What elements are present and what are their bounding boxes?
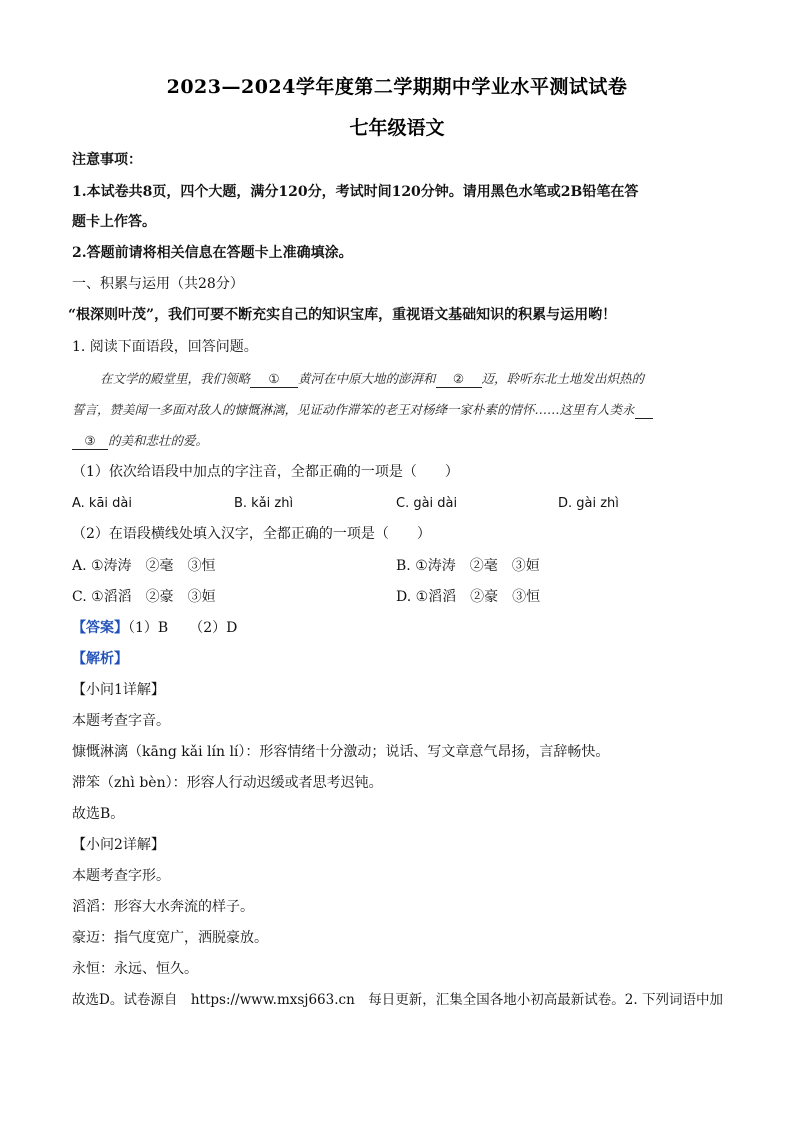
answer-tag: 【答案】	[72, 620, 128, 636]
sub-question-2-stem: （2）在语段横线处填入汉字，全都正确的一项是（ ）	[72, 526, 431, 542]
analysis-text: 本题考查字形。	[72, 868, 170, 884]
analysis-text: 永恒：永远、恒久。	[72, 961, 198, 977]
answer-text: （1）B （2）D	[128, 620, 238, 636]
option-a[interactable]: A. kāi dài	[72, 496, 132, 511]
analysis-text: 豪迈：指气度宽广，洒脱豪放。	[72, 930, 268, 946]
notice-heading: 注意事项：	[72, 152, 142, 168]
notice-item-2: 2.答题前请将相关信息在答题卡上准确填涂。	[72, 245, 353, 261]
analysis-text: 故选D。试卷源自 https://www.mxsj663.cn 每日更新，汇集全国各地小初高最新试卷。2. 下列词语中加	[72, 992, 723, 1008]
analysis-text: 滔滔：形容大水奔流的样子。	[72, 899, 254, 915]
passage-line-1	[100, 369, 750, 389]
option-c[interactable]: C. gài dài	[396, 496, 458, 511]
blank-3: ③	[72, 432, 108, 450]
option-c[interactable]: C. ①滔滔 ②豪 ③姮	[72, 589, 216, 605]
exam-subtitle: 七年级语文	[349, 117, 445, 139]
section-intro: “根深则叶茂”，我们可要不断充实自己的知识宝库，重视语文基础知识的积累与运用哟！	[68, 307, 617, 323]
section-heading: 一、积累与运用（共28分）	[72, 276, 244, 292]
option-d[interactable]: D. gài zhì	[558, 496, 619, 511]
analysis-text: 本题考查字音。	[72, 713, 170, 729]
exam-title: 2023—2024学年度第二学期期中学业水平测试试卷	[166, 76, 628, 98]
analysis-line	[72, 649, 722, 669]
analysis-text: 故选B。	[72, 806, 125, 822]
option-d[interactable]: D. ①滔滔 ②豪 ③恒	[396, 589, 541, 605]
sub2-analysis-heading: 【小问2详解】	[72, 837, 165, 853]
answer-line	[72, 618, 722, 638]
passage-line-2	[72, 400, 722, 420]
passage-text: 誓言，赞美闻一多面对敌人的慷慨淋漓，见证动作滞笨的老王对杨绛一家朴素的情怀……这里有人类永	[72, 402, 635, 417]
blank-3-start	[635, 401, 653, 419]
passage-text: 黄河在中原大地的澎湃和	[298, 371, 436, 386]
notice-item-1-cont: 题卡上作答。	[72, 214, 156, 230]
sub1-analysis-heading: 【小问1详解】	[72, 682, 165, 698]
passage-text: 的美和悲壮的爱。	[108, 433, 209, 448]
passage-line-3	[72, 431, 722, 451]
passage-text: 迈，聆听东北土地发出炽热的	[481, 371, 645, 386]
blank-1: ①	[250, 370, 298, 388]
question-1-stem: 1. 阅读下面语段，回答问题。	[72, 339, 258, 355]
analysis-text: 慷慨淋漓（kāng kǎi lín lí）：形容情绪十分激动；说话、写文章意气昂扬，言辞畅快。	[72, 744, 610, 760]
option-b[interactable]: B. kǎi zhì	[234, 496, 294, 511]
notice-item-1: 1.本试卷共8页，四个大题，满分120分，考试时间120分钟。请用黑色水笔或2B铅笔在答	[72, 184, 639, 200]
blank-2: ②	[436, 370, 482, 388]
option-b[interactable]: B. ①涛涛 ②毫 ③姮	[396, 558, 540, 574]
analysis-text: 滞笨（zhì bèn）：形容人行动迟缓或者思考迟钝。	[72, 775, 383, 791]
analysis-tag: 【解析】	[72, 651, 128, 667]
option-a[interactable]: A. ①涛涛 ②毫 ③恒	[72, 558, 216, 574]
passage-text: 在文学的殿堂里，我们领略	[100, 371, 251, 386]
sub-question-1-stem: （1）依次给语段中加点的字注音，全都正确的一项是（ ）	[72, 464, 459, 480]
